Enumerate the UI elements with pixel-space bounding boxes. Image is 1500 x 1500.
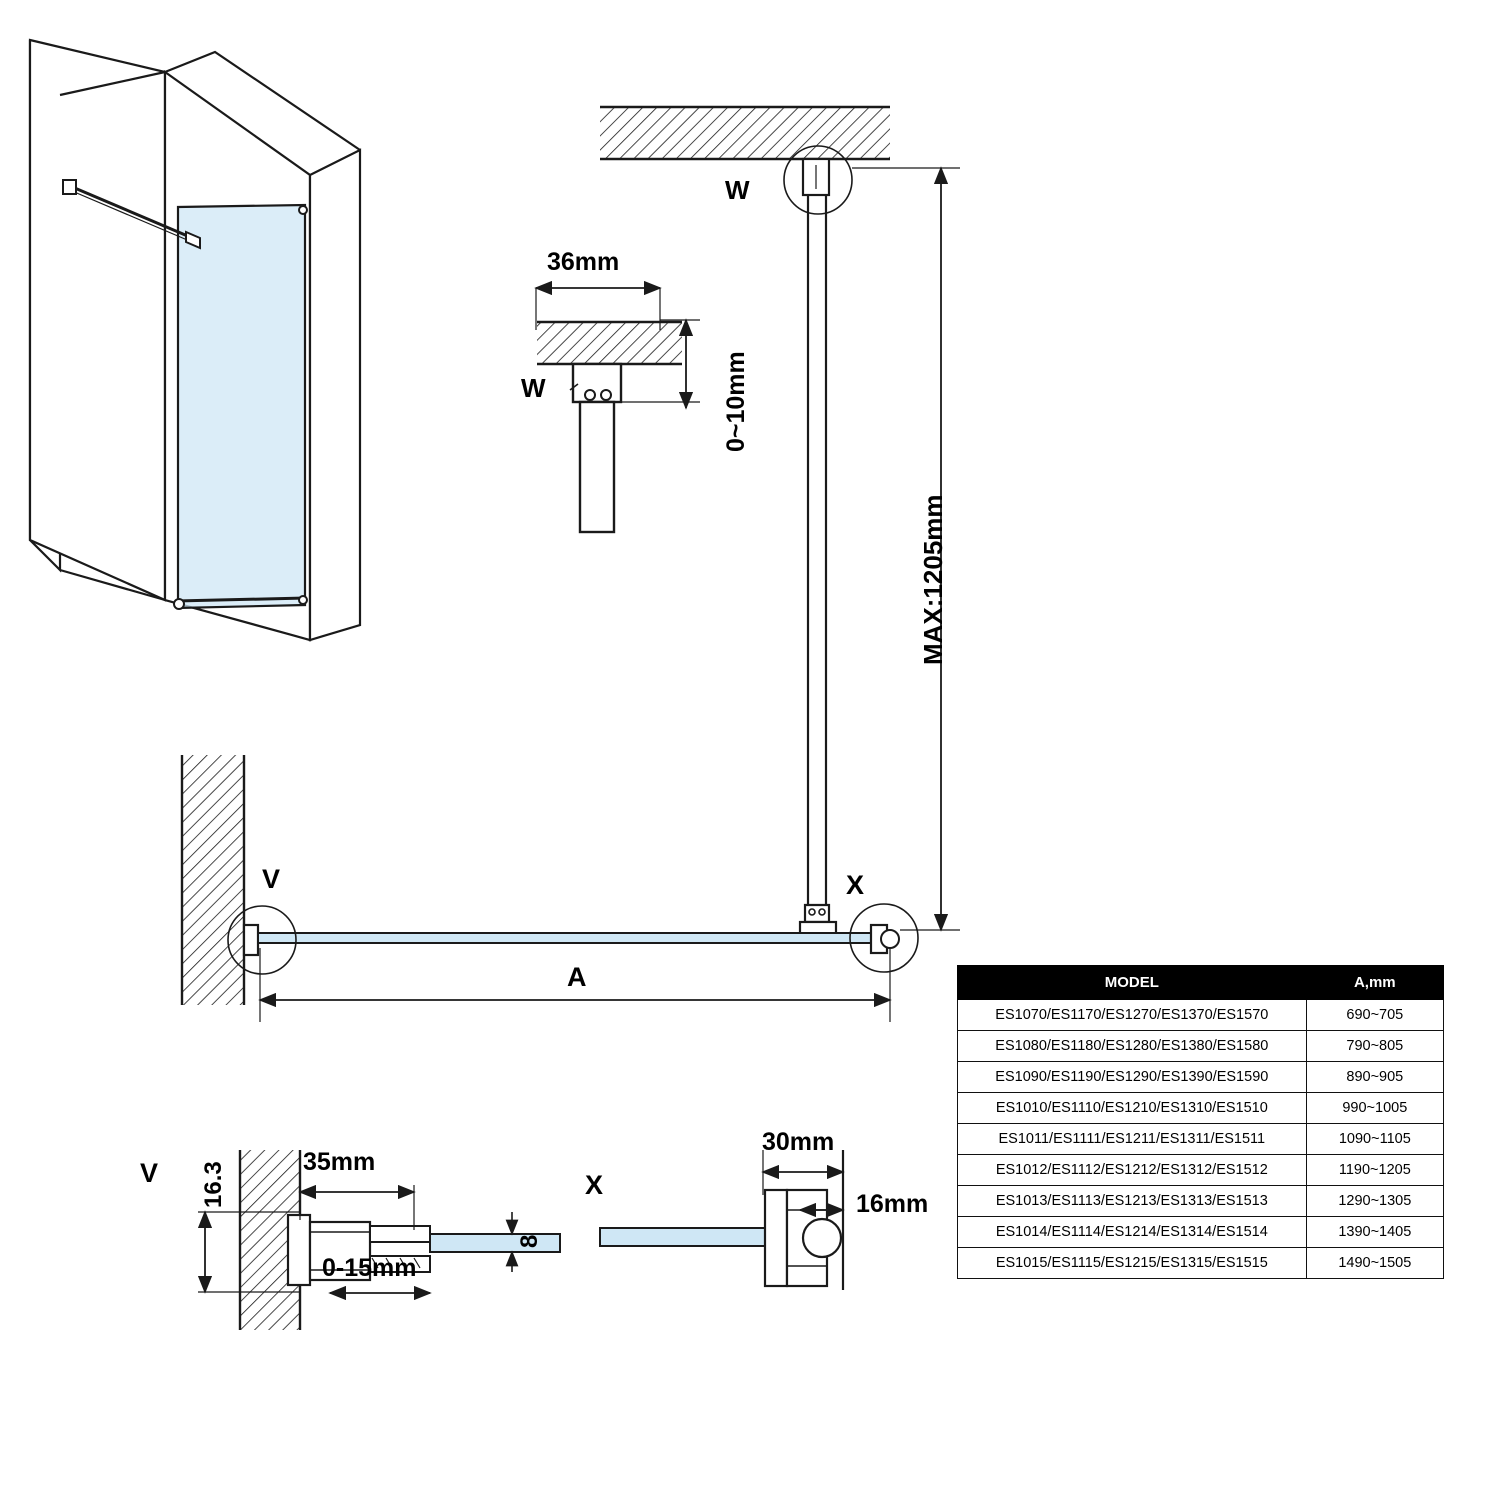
x-section-detail [600,1150,843,1290]
table-header-row [958,966,1444,1000]
label-x-detail: X [585,1170,604,1200]
cell-model: ES1011/ES1111/ES1211/ES1311/ES1511 [958,1124,1307,1155]
cell-a: 990~1005 [1306,1093,1443,1124]
table-row [958,1155,1444,1186]
table-header-model: MODEL [958,966,1307,1000]
label-v-detail: V [140,1158,159,1188]
dimension-0-15mm: 0-15mm [322,1254,417,1282]
cell-model: ES1090/ES1190/ES1290/ES1390/ES1590 [958,1062,1307,1093]
cell-model: ES1010/ES1110/ES1210/ES1310/ES1510 [958,1093,1307,1124]
dimension-glass-thickness: 8 [516,1234,543,1248]
cell-a: 690~705 [1306,1000,1443,1031]
cell-a: 790~805 [1306,1031,1443,1062]
cell-model: ES1070/ES1170/ES1270/ES1370/ES1570 [958,1000,1307,1031]
dimension-35mm: 35mm [303,1148,376,1176]
isometric-view [30,40,360,640]
dimension-max-height: MAX:1205mm [918,494,948,665]
cell-model: ES1012/ES1112/ES1212/ES1312/ES1512 [958,1155,1307,1186]
v-section-detail [198,1150,560,1330]
table-body [958,1000,1444,1279]
model-spec-table [957,965,1444,1279]
table-row [958,1217,1444,1248]
table-row [958,1248,1444,1279]
cell-a: 1490~1505 [1306,1248,1443,1279]
cell-a: 1090~1105 [1306,1124,1443,1155]
dimension-0-10mm: 0~10mm [722,351,750,452]
cell-a: 1390~1405 [1306,1217,1443,1248]
cell-model: ES1015/ES1115/ES1215/ES1315/ES1515 [958,1248,1307,1279]
w-bracket-detail [536,288,700,532]
dimension-30mm: 30mm [762,1128,835,1156]
cell-a: 1190~1205 [1306,1155,1443,1186]
table-row [958,1093,1444,1124]
table-row [958,1124,1444,1155]
table-row [958,1000,1444,1031]
front-elevation [600,107,960,936]
label-v-plan: V [262,864,281,894]
label-x-plan: X [846,870,865,900]
cell-model: ES1013/ES1113/ES1213/ES1313/ES1513 [958,1186,1307,1217]
table-row [958,1186,1444,1217]
table-row [958,1031,1444,1062]
dimension-a: A [567,962,587,992]
label-w-detail: W [521,373,546,403]
table-row [958,1062,1444,1093]
table-header-a: A,mm [1306,966,1443,1000]
dimension-16-3: 16.3 [200,1161,227,1208]
label-w-elevation: W [725,175,750,205]
cell-a: 890~905 [1306,1062,1443,1093]
cell-model: ES1014/ES1114/ES1214/ES1314/ES1514 [958,1217,1307,1248]
cell-a: 1290~1305 [1306,1186,1443,1217]
cell-model: ES1080/ES1180/ES1280/ES1380/ES1580 [958,1031,1307,1062]
dimension-16mm: 16mm [856,1190,929,1218]
dimension-36mm: 36mm [547,248,620,276]
